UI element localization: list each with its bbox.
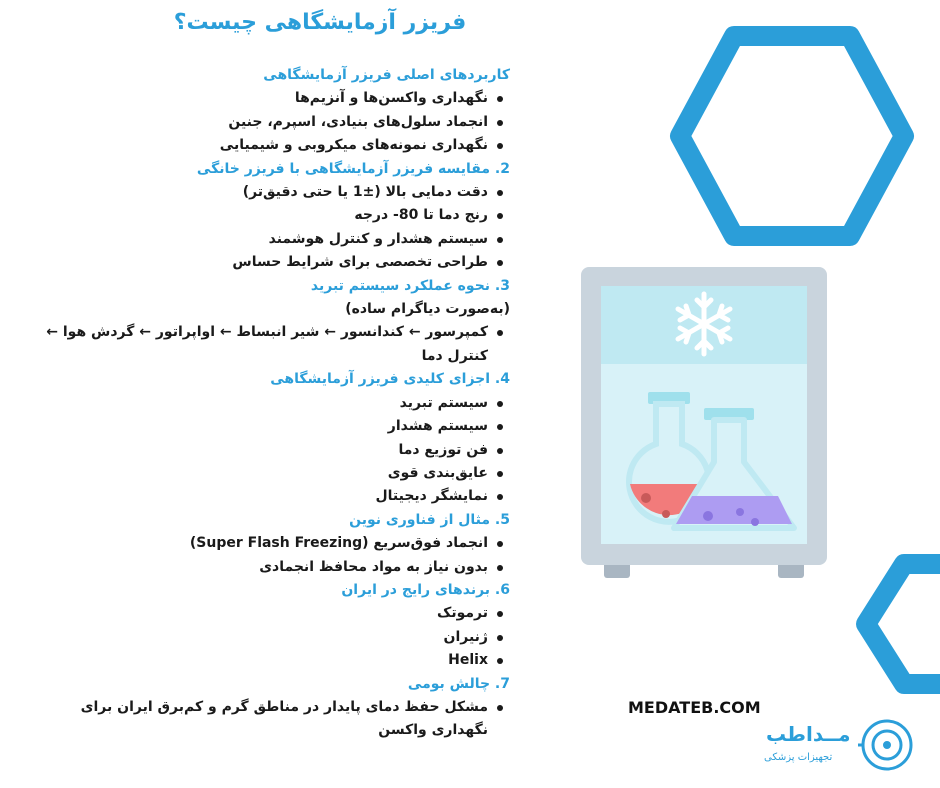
- section-heading: 6. برندهای رایج در ایران: [341, 581, 510, 598]
- content-list: [30, 64, 510, 743]
- medateb-logo: [758, 716, 918, 776]
- list-item: نگهداری واکسن‌ها و آنزیم‌ها: [30, 87, 488, 110]
- logo-name: مــداطب: [766, 722, 851, 746]
- list-item: دقت دمایی بالا (±1 یا حتی دقیق‌تر): [30, 181, 488, 204]
- list-item: بدون نیاز به مواد محافظ انجمادی: [30, 556, 488, 579]
- section-1: [30, 64, 510, 158]
- list-item: انجماد فوق‌سریع (Super Flash Freezing): [30, 532, 488, 555]
- list-item: Helix: [30, 649, 488, 672]
- list-item: کمپرسور ← کندانسور ← شیر انبساط ← اواپراتور ← گردش هوا ← کنترل دما: [30, 321, 488, 368]
- list-item: سیستم هشدار و کنترل هوشمند: [30, 228, 488, 251]
- section-5: [30, 509, 510, 579]
- page-title: فریزر آزمایشگاهی چیست؟: [173, 10, 467, 35]
- website-url: MEDATEB.COM: [628, 698, 761, 717]
- section-heading: 5. مثال از فناوری نوین: [349, 511, 510, 528]
- logo-mark-icon: [858, 716, 916, 774]
- list-item: نمایشگر دیجیتال: [30, 485, 488, 508]
- list-item: ژنیران: [30, 626, 488, 649]
- hexagon-outline-bottom-decoration: [848, 552, 940, 696]
- list-item: رنج دما تا ‎-80 درجه: [30, 204, 488, 227]
- section-7: [30, 673, 510, 743]
- section-heading: کاربردهای اصلی فریزر آزمایشگاهی: [263, 67, 510, 83]
- lab-freezer-illustration: [580, 266, 830, 582]
- section-heading: 7. چالش بومی: [407, 675, 510, 692]
- section-3: [30, 275, 510, 369]
- list-item: فن توزیع دما: [30, 439, 488, 462]
- list-item: مشکل حفظ دمای پایدار در مناطق گرم و کم‌برق ایران برای نگهداری واکسن: [30, 696, 488, 743]
- section-heading: 3. نحوه عملکرد سیستم تبرید: [310, 277, 510, 294]
- section-heading: 4. اجزای کلیدی فریزر آزمایشگاهی: [270, 371, 510, 388]
- logo-subtitle: تجهیزات پزشکی: [764, 752, 833, 763]
- list-item: سیستم تبرید: [30, 392, 488, 415]
- section-2: [30, 158, 510, 275]
- list-item: طراحی تخصصی برای شرایط حساس: [30, 251, 488, 274]
- list-item: انجماد سلول‌های بنیادی، اسپرم، جنین: [30, 111, 488, 134]
- list-item: ترموتک: [30, 602, 488, 625]
- hexagon-outline-top-decoration: [668, 22, 916, 250]
- section-4: [30, 368, 510, 508]
- section-6: [30, 579, 510, 673]
- section-note: (به‌صورت دیاگرام ساده): [345, 301, 510, 318]
- section-heading: 2. مقایسه فریزر آزمایشگاهی با فریزر خانگی: [196, 160, 510, 177]
- list-item: نگهداری نمونه‌های میکروبی و شیمیایی: [30, 134, 488, 157]
- list-item: سیستم هشدار: [30, 415, 488, 438]
- list-item: عایق‌بندی قوی: [30, 462, 488, 485]
